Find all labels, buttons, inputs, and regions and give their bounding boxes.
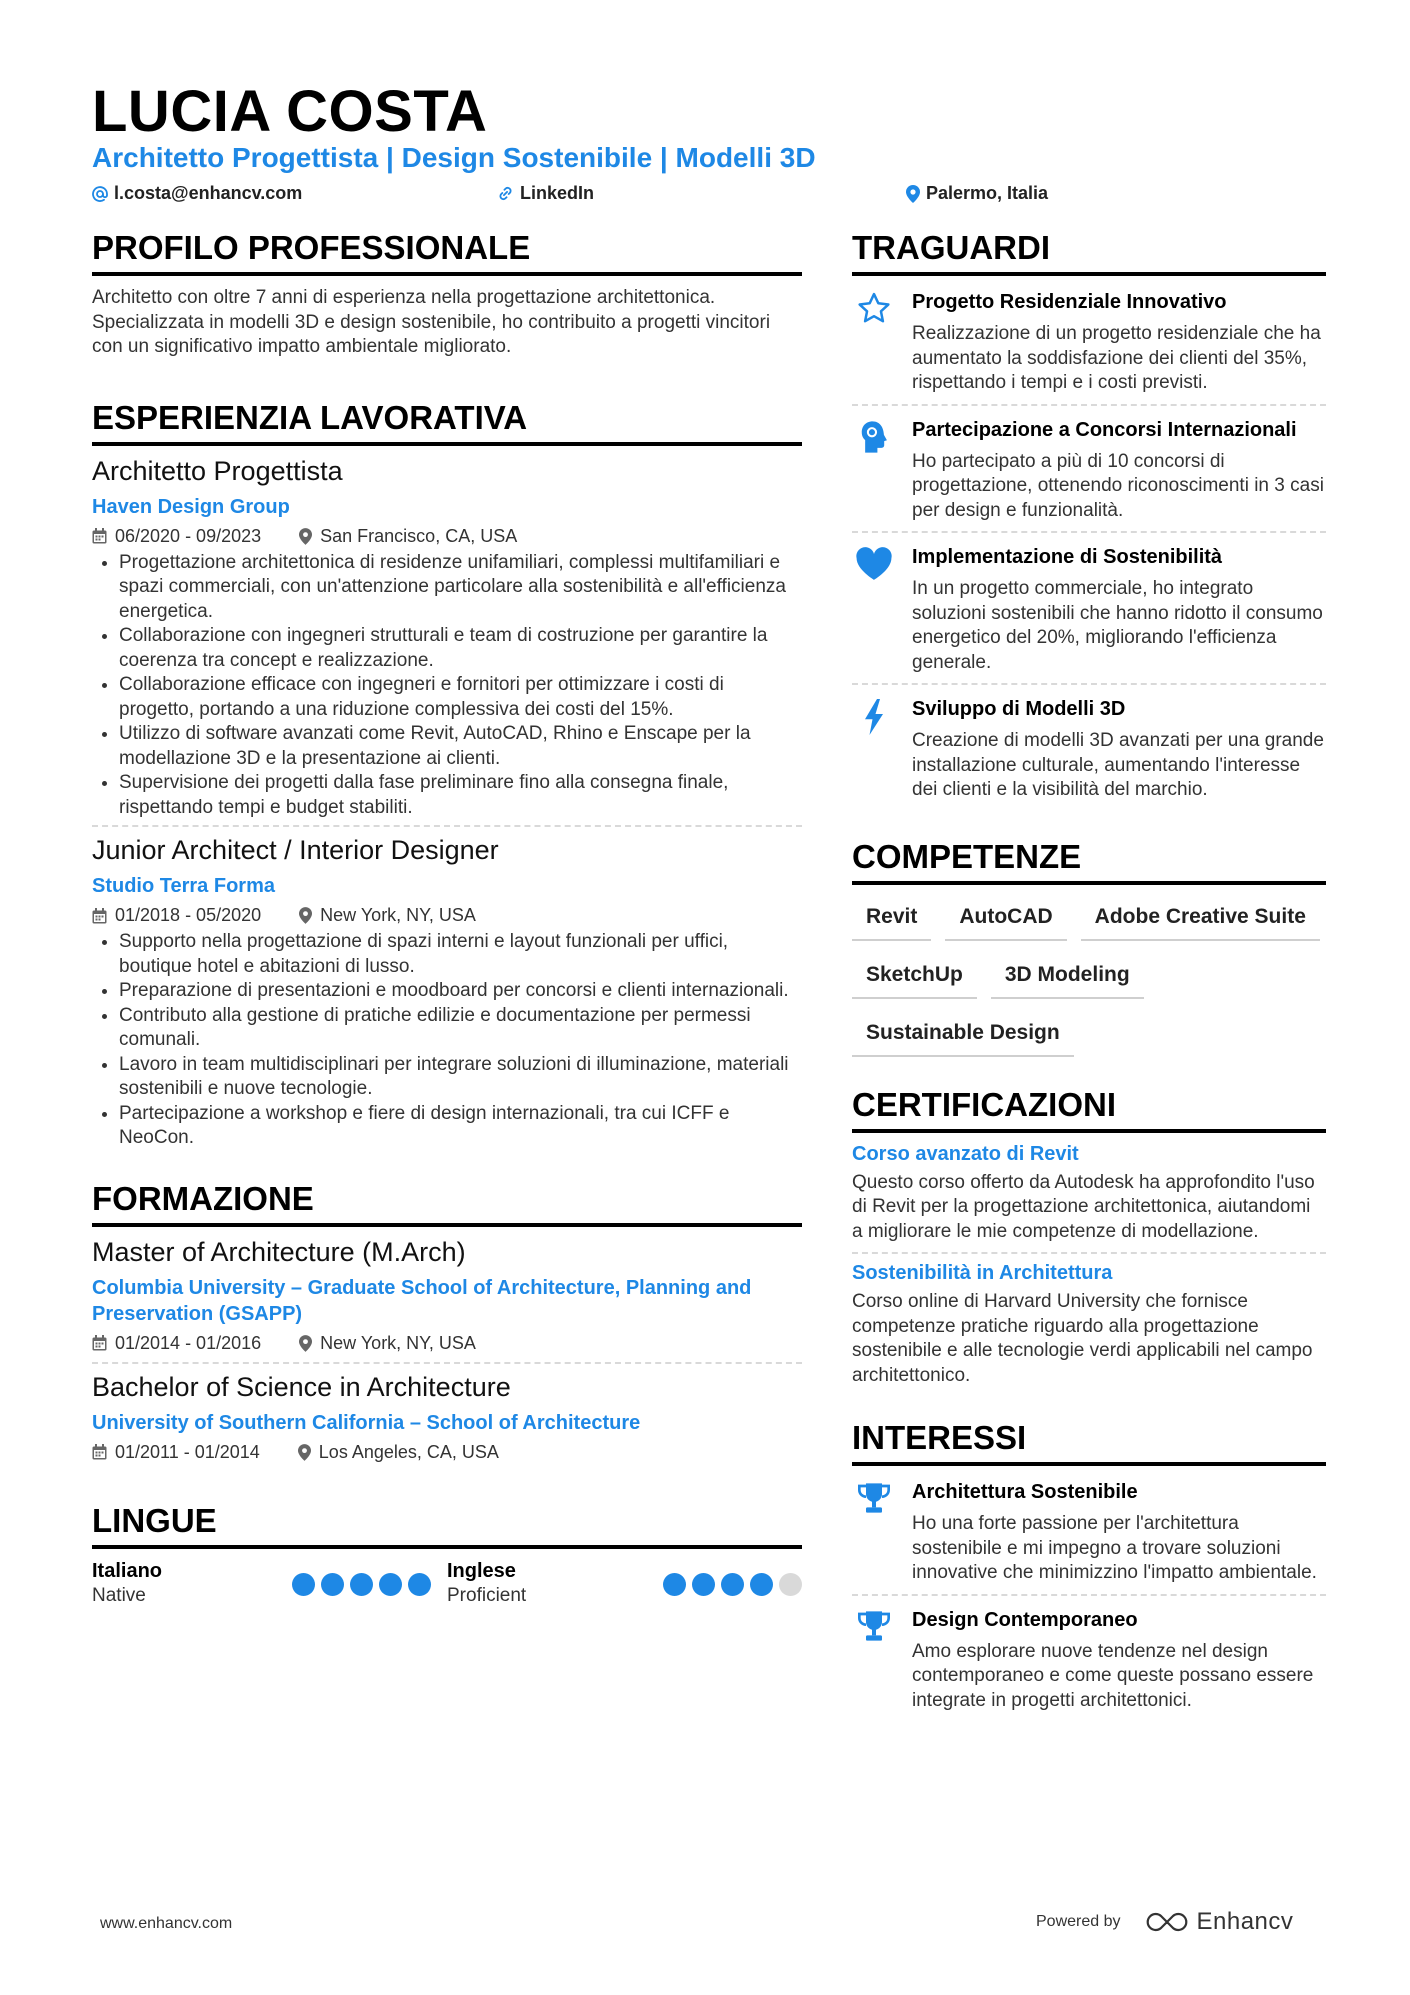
achievement-title: Progetto Residenziale Innovativo xyxy=(912,291,1227,313)
heart-icon xyxy=(852,545,896,675)
language-level: Native xyxy=(92,1584,146,1606)
education-dates: 01/2011 - 01/2014 xyxy=(115,1441,260,1462)
rating-dot-filled xyxy=(663,1573,686,1596)
enhancv-logo[interactable] xyxy=(1143,1908,1294,1936)
education-entry xyxy=(92,1370,802,1463)
experience-heading: ESPERIENZIA LAVORATIVA xyxy=(92,398,802,446)
footer-branding xyxy=(1036,1908,1293,1936)
interest-item xyxy=(852,1596,1326,1722)
skill-tag: AutoCAD xyxy=(945,901,1066,941)
profile-text: Architetto con oltre 7 anni di esperienza nella progettazione architettonica. Specializzata in modelli 3D e design sostenibile, ho contribuito a progetti vincitori con un significativo impatto ambientale migliorato. xyxy=(92,287,771,357)
education-entry xyxy=(92,1235,802,1354)
language-name: Inglese xyxy=(447,1559,516,1582)
contact-linkedin[interactable] xyxy=(497,183,594,204)
job-dates: 06/2020 - 09/2023 xyxy=(115,525,262,546)
job-bullets xyxy=(92,551,802,821)
location-text: Palermo, Italia xyxy=(926,183,1049,203)
location-pin-icon xyxy=(299,528,312,545)
candidate-title: Architetto Progettista | Design Sostenibile | Modelli 3D xyxy=(92,142,816,173)
bolt-icon xyxy=(852,697,896,803)
footer-website[interactable]: www.enhancv.com xyxy=(100,1915,233,1932)
skills-list xyxy=(852,901,1326,1057)
certification-title: Corso avanzato di Revit xyxy=(852,1142,1079,1165)
certification-desc: Corso online di Harvard University che fornisce competenze pratiche riguardo alla progettazione sostenibile e alle tecnologie verdi applicabili nel campo architettonico. xyxy=(852,1291,1313,1386)
achievement-desc: In un progetto commerciale, ho integrato soluzioni sostenibili che hanno ridotto il consumo energetico del 20%, migliorando l'efficienza generale. xyxy=(912,578,1323,673)
contact-email[interactable] xyxy=(92,183,302,204)
achievement-desc: Ho partecipato a più di 10 concorsi di progettazione, ottenendo riconoscimenti in 3 casi per design e funzionalità. xyxy=(912,450,1324,521)
job-bullets xyxy=(92,930,802,1151)
rating-dot-empty xyxy=(779,1573,802,1596)
calendar-icon xyxy=(92,908,107,924)
right-column xyxy=(852,228,1326,1721)
certification-title: Sostenibilità in Architettura xyxy=(852,1262,1113,1284)
divider xyxy=(92,825,802,827)
at-icon xyxy=(92,186,108,202)
linkedin-text: LinkedIn xyxy=(520,183,595,203)
job-entry xyxy=(92,833,802,1151)
rating-dot-filled xyxy=(321,1573,344,1596)
certifications-heading: CERTIFICAZIONI xyxy=(852,1085,1326,1133)
job-entry xyxy=(92,454,802,821)
contact-location xyxy=(906,183,1048,204)
skill-tag: SketchUp xyxy=(852,959,977,999)
skill-tag: Sustainable Design xyxy=(852,1017,1074,1057)
rating-dot-filled xyxy=(721,1573,744,1596)
achievement-item xyxy=(852,406,1326,532)
left-column xyxy=(92,228,802,1608)
certification-item xyxy=(852,1260,1326,1388)
bullet-item: • Progettazione architettonica di residenze unifamiliari, complessi multifamiliari e spazi commerciali, con un'attenzione particolare alla sostenibilità e all'efficienza energetica. xyxy=(119,551,802,625)
trophy-icon xyxy=(852,1480,896,1586)
interests-heading: INTERESSI xyxy=(852,1418,1326,1466)
certification-desc: Questo corso offerto da Autodesk ha approfondito l'uso di Revit per la progettazione architettonica, aiutandomi a migliorare le mie competenze di modellazione. xyxy=(852,1171,1315,1242)
calendar-icon xyxy=(92,1444,107,1460)
skill-tag: 3D Modeling xyxy=(991,959,1144,999)
interest-desc: Ho una forte passione per l'architettura sostenibile e mi impegno a trovare soluzioni innovative che minimizzino l'impatto ambientale. xyxy=(912,1513,1317,1583)
link-icon xyxy=(497,185,514,202)
interest-title: Design Contemporaneo xyxy=(912,1608,1138,1631)
achievement-title: Sviluppo di Modelli 3D xyxy=(912,698,1126,720)
brand-name: Enhancv xyxy=(1196,1908,1294,1935)
bullet-item: • Lavoro in team multidisciplinari per integrare soluzioni di illuminazione, materiali sostenibili e nuove tecnologie. xyxy=(119,1053,802,1102)
interest-title: Architettura Sostenibile xyxy=(912,1481,1138,1503)
location-pin-icon xyxy=(906,185,920,203)
job-company: Haven Design Group xyxy=(92,495,290,518)
degree: Bachelor of Science in Architecture xyxy=(92,1371,511,1402)
rating-dot-filled xyxy=(292,1573,315,1596)
education-location: Los Angeles, CA, USA xyxy=(318,1441,499,1462)
achievements-heading: TRAGUARDI xyxy=(852,228,1326,276)
job-meta xyxy=(92,526,802,547)
head-icon xyxy=(852,418,896,524)
education-meta xyxy=(92,1442,802,1463)
interest-item xyxy=(852,1466,1326,1594)
bullet-item: • Contributo alla gestione di pratiche edilizie e documentazione per permessi comunali. xyxy=(119,1004,802,1053)
bullet-item: • Preparazione di presentazioni e moodboard per concorsi e clienti internazionali. xyxy=(119,979,802,1004)
achievement-item xyxy=(852,533,1326,683)
education-heading: FORMAZIONE xyxy=(92,1179,802,1227)
achievement-item xyxy=(852,685,1326,811)
email-text: l.costa@enhancv.com xyxy=(114,183,303,203)
skill-tag: Revit xyxy=(852,901,931,941)
job-company: Studio Terra Forma xyxy=(92,875,275,897)
divider xyxy=(92,1362,802,1364)
skill-tag: Adobe Creative Suite xyxy=(1081,901,1320,941)
language-level: Proficient xyxy=(447,1584,527,1606)
candidate-name: LUCIA COSTA xyxy=(92,79,488,144)
language-item xyxy=(92,1559,447,1608)
job-location: San Francisco, CA, USA xyxy=(320,525,518,546)
rating-dot-filled xyxy=(379,1573,402,1596)
bullet-item: • Supporto nella progettazione di spazi interni e layout funzionali per uffici, boutique hotel e abitazioni di lusso. xyxy=(119,930,802,979)
achievement-desc: Realizzazione di un progetto residenziale che ha aumentato la soddisfazione dei clienti del 35%, rispettando i tempi e i costi previsti. xyxy=(912,323,1321,393)
bullet-item: • Collaborazione con ingegneri strutturali e team di costruzione per garantire la coerenza tra concept e realizzazione. xyxy=(119,624,802,673)
language-item xyxy=(447,1559,802,1608)
skills-heading: COMPETENZE xyxy=(852,837,1326,885)
language-rating xyxy=(663,1573,802,1608)
job-role: Junior Architect / Interior Designer xyxy=(92,835,499,865)
job-dates: 01/2018 - 05/2020 xyxy=(115,905,262,925)
education-dates: 01/2014 - 01/2016 xyxy=(115,1332,262,1353)
education-location: New York, NY, USA xyxy=(320,1332,476,1353)
trophy-icon xyxy=(852,1608,896,1714)
profile-heading: PROFILO PROFESSIONALE xyxy=(92,228,802,276)
calendar-icon xyxy=(92,1335,107,1351)
location-pin-icon xyxy=(299,907,312,924)
bullet-item: • Collaborazione efficace con ingegneri e fornitori per ottimizzare i costi di progetto, portando a una riduzione complessiva dei costi del 15%. xyxy=(119,673,802,722)
job-location: New York, NY, USA xyxy=(320,905,476,925)
rating-dot-filled xyxy=(750,1573,773,1596)
bullet-item: • Supervisione dei progetti dalla fase preliminare fino alla consegna finale, rispettando tempi e budget stabiliti. xyxy=(119,771,802,820)
star-icon xyxy=(852,290,896,396)
languages-heading: LINGUE xyxy=(92,1501,802,1549)
interest-desc: Amo esplorare nuove tendenze nel design contemporaneo e come queste possano essere integrate in progetti architettonici. xyxy=(912,1640,1314,1711)
degree: Master of Architecture (M.Arch) xyxy=(92,1236,466,1267)
calendar-icon xyxy=(92,528,107,544)
achievement-title: Partecipazione a Concorsi Internazionali xyxy=(912,418,1297,441)
bullet-item: • Utilizzo di software avanzati come Revit, AutoCAD, Rhino e Enscape per la modellazione 3D e la presentazione ai clienti. xyxy=(119,722,802,771)
bullet-item: • Partecipazione a workshop e fiere di design internazionali, tra cui ICFF e NeoCon. xyxy=(119,1102,802,1151)
school: University of Southern California – School of Architecture xyxy=(92,1411,641,1434)
achievement-title: Implementazione di Sostenibilità xyxy=(912,546,1223,568)
location-pin-icon xyxy=(299,1335,312,1352)
language-rating xyxy=(292,1573,431,1608)
powered-by-text: Powered by xyxy=(1036,1913,1121,1930)
location-pin-icon xyxy=(298,1444,311,1461)
job-role: Architetto Progettista xyxy=(92,455,343,486)
education-meta xyxy=(92,1333,802,1354)
rating-dot-filled xyxy=(408,1573,431,1596)
rating-dot-filled xyxy=(350,1573,373,1596)
certification-item xyxy=(852,1141,1326,1245)
achievement-desc: Creazione di modelli 3D avanzati per una grande installazione culturale, aumentando l'interesse dei clienti e la visibilità del marchio. xyxy=(912,730,1324,800)
enhancv-logo-icon xyxy=(1143,1910,1189,1934)
achievement-item xyxy=(852,276,1326,404)
school: Columbia University – Graduate School of Architecture, Planning and Preservation (GSAPP) xyxy=(92,1276,752,1325)
language-name: Italiano xyxy=(92,1559,163,1582)
job-meta xyxy=(92,905,802,926)
rating-dot-filled xyxy=(692,1573,715,1596)
languages-list xyxy=(92,1559,802,1608)
divider xyxy=(852,1252,1326,1254)
